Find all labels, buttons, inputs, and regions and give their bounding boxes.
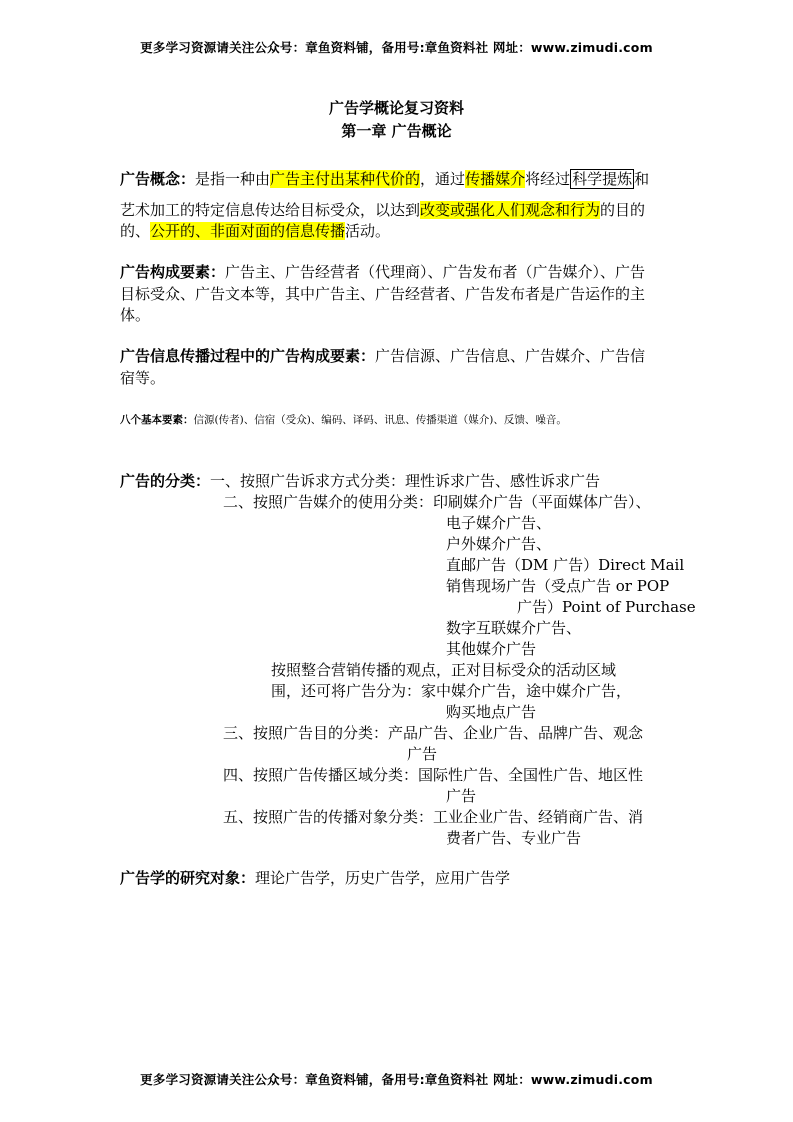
elements-label: 广告构成要素：	[120, 263, 226, 281]
media-item-digital: 数字互联媒介广告、	[446, 619, 582, 637]
highlight-change-attitudes: 改变或强化人们观念和行为	[420, 201, 601, 219]
media-item-direct-mail: 直邮广告（DM 广告）Direct Mail	[446, 556, 685, 574]
classification-item-3-continued: 广告	[407, 745, 438, 763]
research-line	[120, 868, 510, 889]
concept-line2-text-1: 艺术加工的特定信息传达给目标受众，以达到	[120, 201, 421, 219]
concept-line-1	[120, 169, 649, 190]
eight-elements-line	[120, 410, 567, 428]
classification-item-1: 一、按照广告诉求方式分类：理性诉求广告、感性诉求广告	[210, 472, 601, 490]
media-item-pop: 销售现场广告（受点广告 or POP	[446, 577, 670, 595]
classification-label: 广告的分类：	[120, 472, 211, 490]
process-label: 广告信息传播过程中的广告构成要素：	[120, 347, 376, 365]
concept-line3-text-1: 的、	[120, 222, 151, 240]
elements-line-3: 体。	[120, 306, 151, 324]
media-item-other: 其他媒介广告	[446, 640, 537, 658]
classification-item-3: 三、按照广告目的分类：产品广告、企业广告、品牌广告、观念	[223, 724, 644, 742]
classification-item-4-continued: 广告	[446, 787, 477, 805]
elements-line-2: 目标受众、广告文本等，其中广告主、广告经营者、广告发布者是广告运作的主	[120, 285, 646, 303]
boxed-scientific-refinement: 科学提炼	[572, 170, 633, 188]
imc-line-2: 围，还可将广告分为：家中媒介广告，途中媒介广告，	[271, 682, 632, 700]
page-header: 更多学习资源请关注公众号：章鱼资料铺，备用号:章鱼资料社 网址：www.zimudi.com	[140, 40, 653, 55]
media-item-pop-continued: 广告）Point of Purchase	[517, 598, 696, 616]
classification-item-2: 二、按照广告媒介的使用分类：印刷媒介广告（平面媒体广告）、	[223, 493, 651, 511]
eight-elements-label: 八个基本要素：	[120, 414, 194, 426]
media-item-electronic: 电子媒介广告、	[446, 514, 552, 532]
imc-line-3: 购买地点广告	[446, 703, 537, 721]
elements-text-1: 广告主、广告经营者（代理商）、广告发布者（广告媒介）、广告	[225, 263, 646, 281]
concept-text-2: ，通过	[420, 170, 466, 188]
highlight-media: 传播媒介	[465, 170, 526, 188]
concept-line-2	[120, 200, 645, 221]
classification-item-4: 四、按照广告传播区域分类：国际性广告、全国性广告、地区性	[223, 766, 644, 784]
process-text-1: 广告信源、广告信息、广告媒介、广告信	[375, 347, 646, 365]
page-footer: 更多学习资源请关注公众号：章鱼资料铺，备用号:章鱼资料社 网址：www.zimudi.com	[140, 1072, 653, 1087]
highlight-public-communication: 公开的、非面对面的信息传播	[150, 222, 346, 240]
concept-text-1: 是指一种由	[195, 170, 271, 188]
concept-line2-text-2: 的目的	[600, 201, 646, 219]
concept-line3-text-2: 活动。	[345, 222, 391, 240]
research-text: 理论广告学，历史广告学，应用广告学	[255, 869, 511, 887]
concept-text-3: 将经过	[525, 170, 571, 188]
document-title: 广告学概论复习资料	[328, 99, 464, 117]
highlight-advertiser-cost: 广告主付出某种代价的	[270, 170, 421, 188]
imc-line-1: 按照整合营销传播的观点，正对目标受众的活动区域	[271, 661, 617, 679]
eight-elements-text: 信源(传者)、信宿（受众)、编码、译码、讯息、传播渠道（媒介)、反馈、噪音。	[193, 414, 567, 426]
process-line-1	[120, 346, 645, 367]
classification-item-5: 五、按照广告的传播对象分类：工业企业广告、经销商广告、消	[223, 808, 644, 826]
process-line-2: 宿等。	[120, 369, 166, 387]
concept-line-3	[120, 221, 390, 242]
chapter-title: 第一章 广告概论	[341, 122, 452, 140]
concept-text-4: 和	[634, 170, 650, 188]
concept-label: 广告概念：	[120, 170, 196, 188]
research-label: 广告学的研究对象：	[120, 869, 256, 887]
classification-item-5-continued: 费者广告、专业广告	[446, 829, 582, 847]
media-item-outdoor: 户外媒介广告、	[446, 535, 552, 553]
classification-line-1	[120, 471, 600, 492]
elements-line-1	[120, 262, 645, 283]
